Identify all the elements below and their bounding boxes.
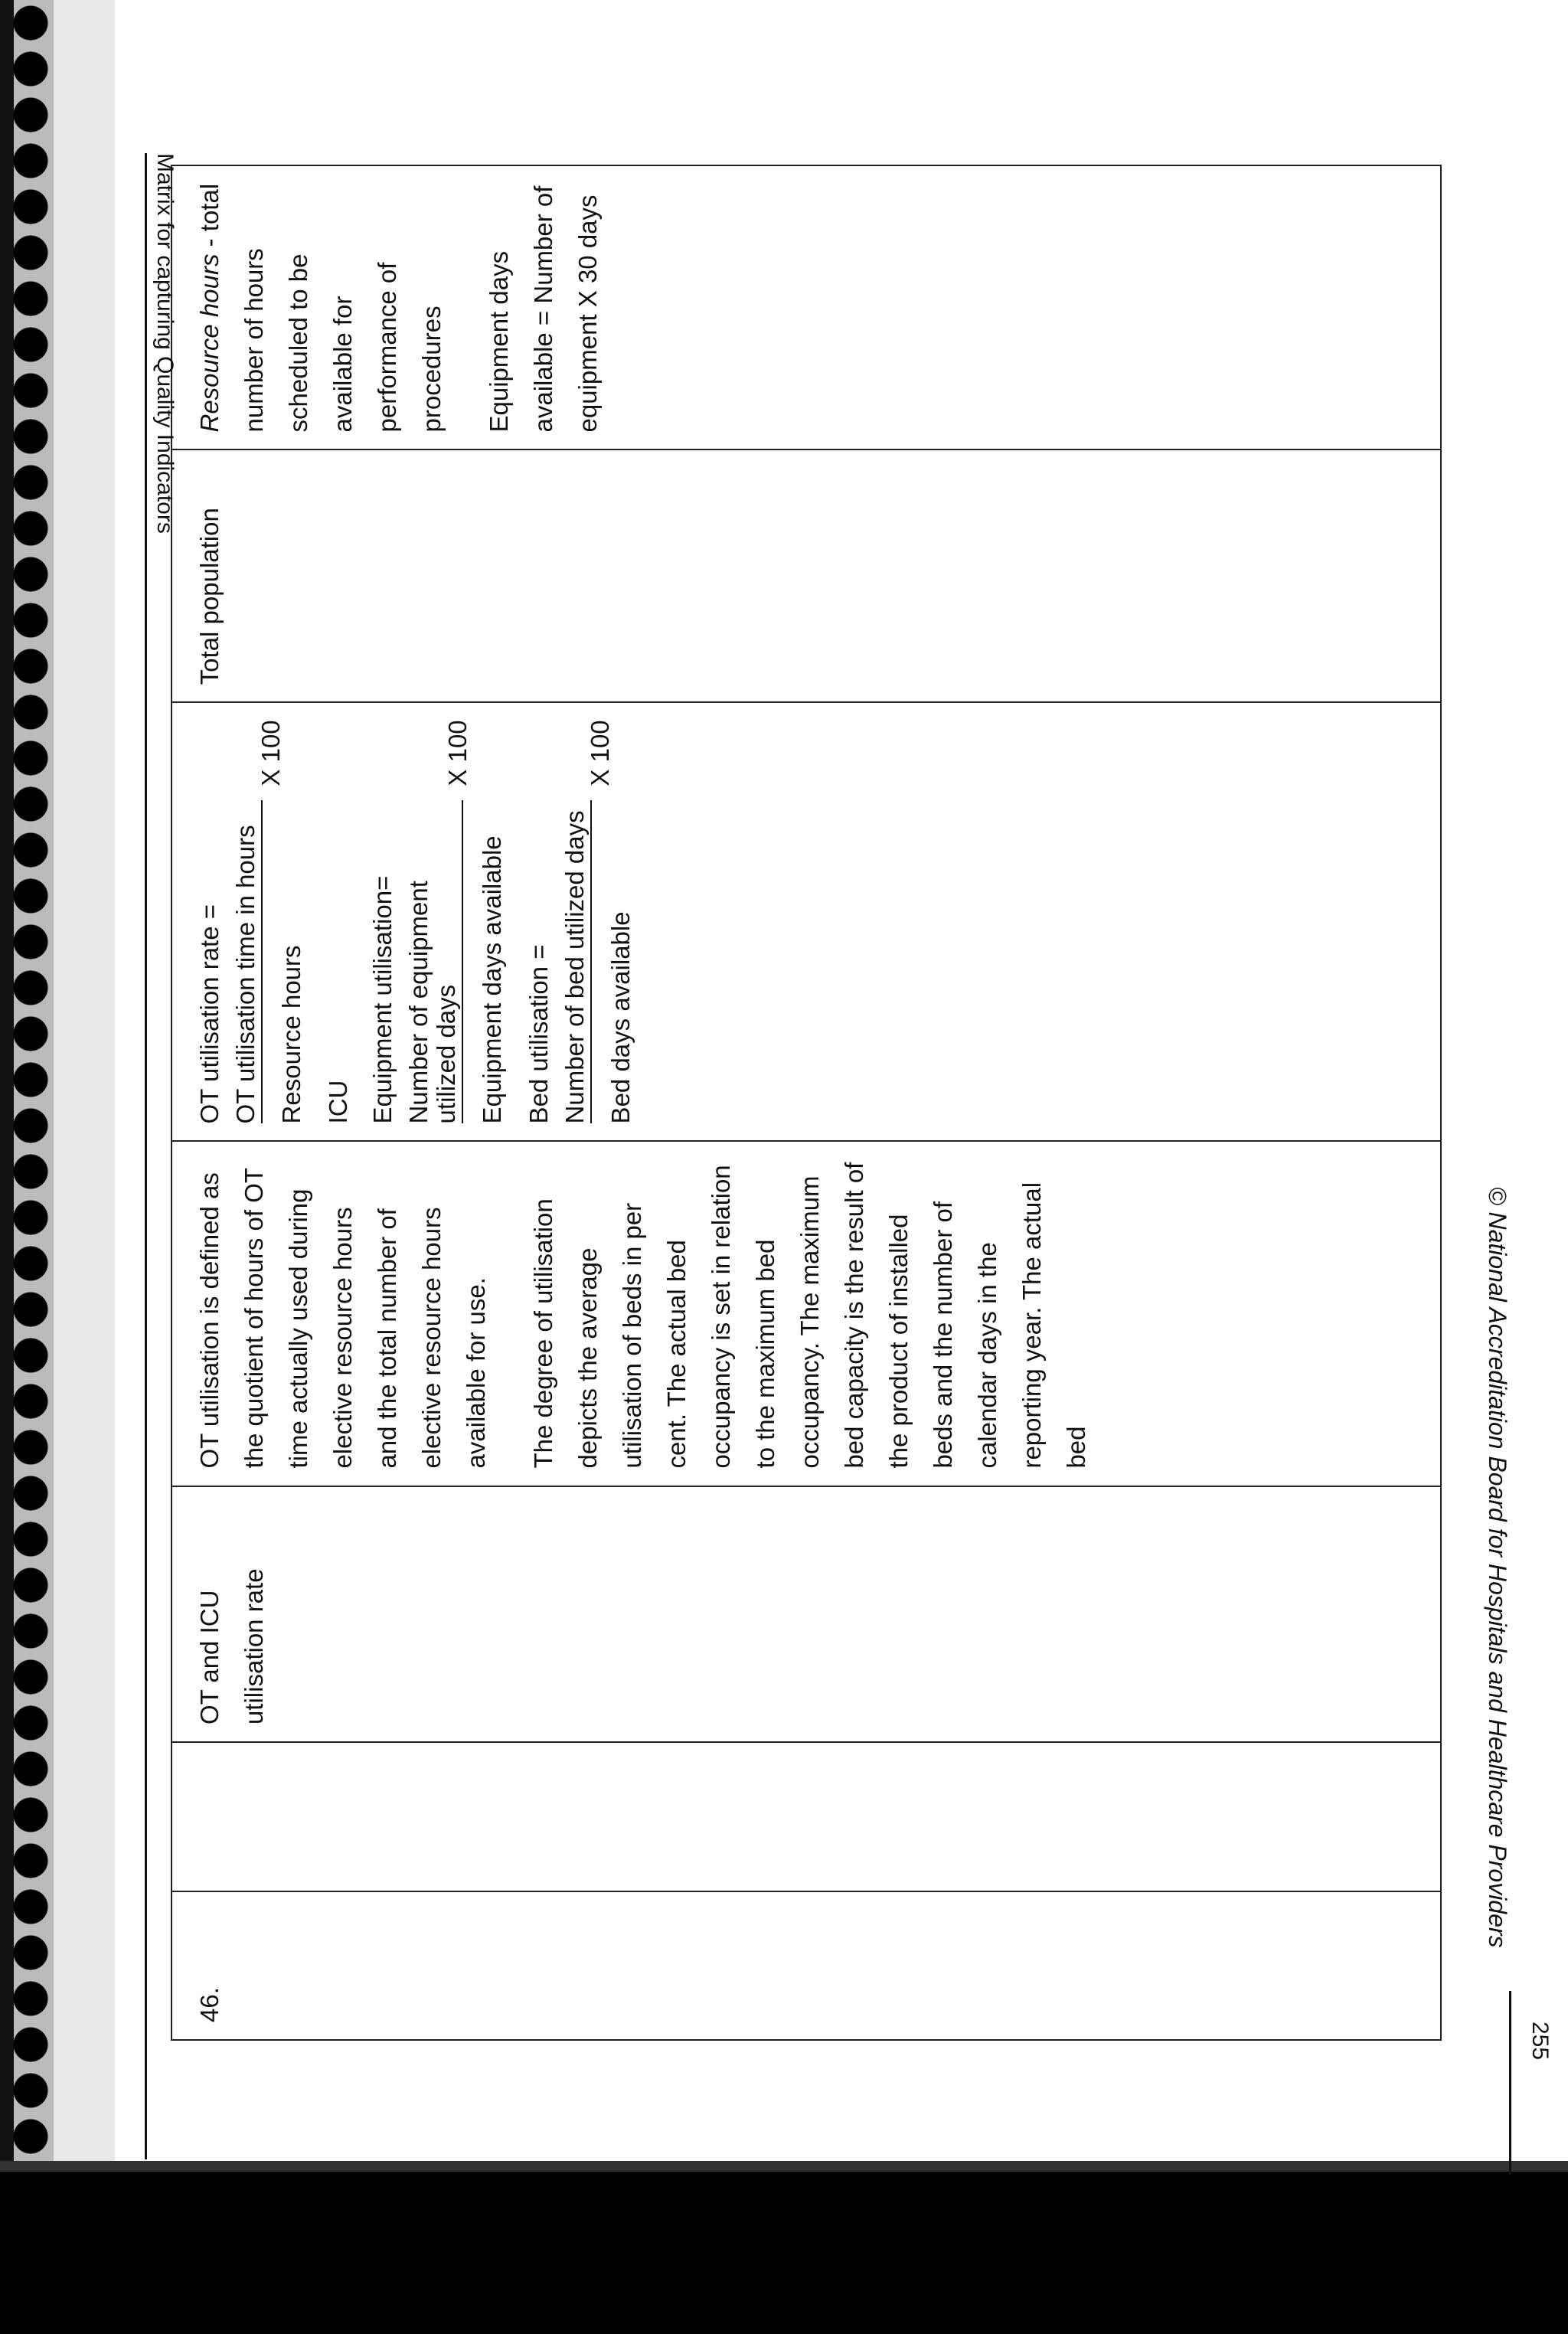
indicator-number: 46. [172, 1891, 1441, 2040]
equipment-numerator: Number of equipment utilized days [405, 800, 463, 1124]
resource-hours-definition [188, 183, 454, 433]
resource-cell [172, 165, 1441, 450]
quality-indicator-table [171, 165, 1442, 2041]
equipment-fraction [405, 720, 511, 1123]
ot-denominator: Resource hours [277, 945, 305, 1124]
equipment-formula-title: Equipment utilisation= [368, 875, 397, 1124]
bed-denominator: Bed days available [606, 911, 635, 1124]
definition-bed: The degree of utilisation depicts the average utilisation of beds in per cent. The actual bed occupancy is set in relation to the maximum bed occupancy. The maximum bed capacity is the result of the product of installed beds and the number of calendar days in the reporting year. The actual bed [529, 1162, 1090, 1469]
ot-numerator: OT utilisation time in hours [232, 800, 263, 1124]
document-page [52, 46, 1568, 2251]
resource-hours-description: - total number of hours scheduled to be available for performance of procedures [195, 183, 446, 433]
equipment-days-definition: Equipment days available = Number of equipment X 30 days [485, 185, 602, 433]
ot-multiplier: X 100 [256, 720, 285, 786]
bed-formula-title: Bed utilisation = [524, 944, 553, 1124]
table-row [172, 165, 1441, 2040]
ot-fraction [232, 720, 310, 1123]
copyright-footer: © National Accreditation Board for Hospitals and Healthcare Providers [1484, 1187, 1511, 1948]
indicator-name: OT and ICU utilisation rate [172, 1486, 1441, 1743]
blank-cell [172, 1742, 1441, 1891]
bed-fraction [561, 720, 639, 1123]
equipment-denominator: Equipment days available [478, 835, 506, 1124]
definition-cell [172, 1141, 1441, 1486]
page-number: 255 [1527, 2022, 1553, 2061]
running-head: Matrix for capturing Quality Indicators [152, 153, 178, 534]
bed-multiplier: X 100 [586, 720, 614, 786]
resource-hours-term: Resource hours [195, 253, 224, 433]
icu-label: ICU [324, 1080, 352, 1124]
bed-numerator: Number of bed utilized days [561, 800, 592, 1124]
formula-cell [172, 702, 1441, 1141]
definition-ot: OT utilisation is defined as the quotient of hours of OT time actually used during elective resource hours and the total number of elective resource hours available for use. [195, 1168, 490, 1469]
ot-formula-title: OT utilisation rate = [195, 904, 224, 1124]
population-cell: Total population [172, 450, 1441, 703]
header-rule [145, 153, 147, 2159]
equipment-multiplier: X 100 [443, 720, 472, 786]
footer-rule [1509, 1991, 1511, 2175]
